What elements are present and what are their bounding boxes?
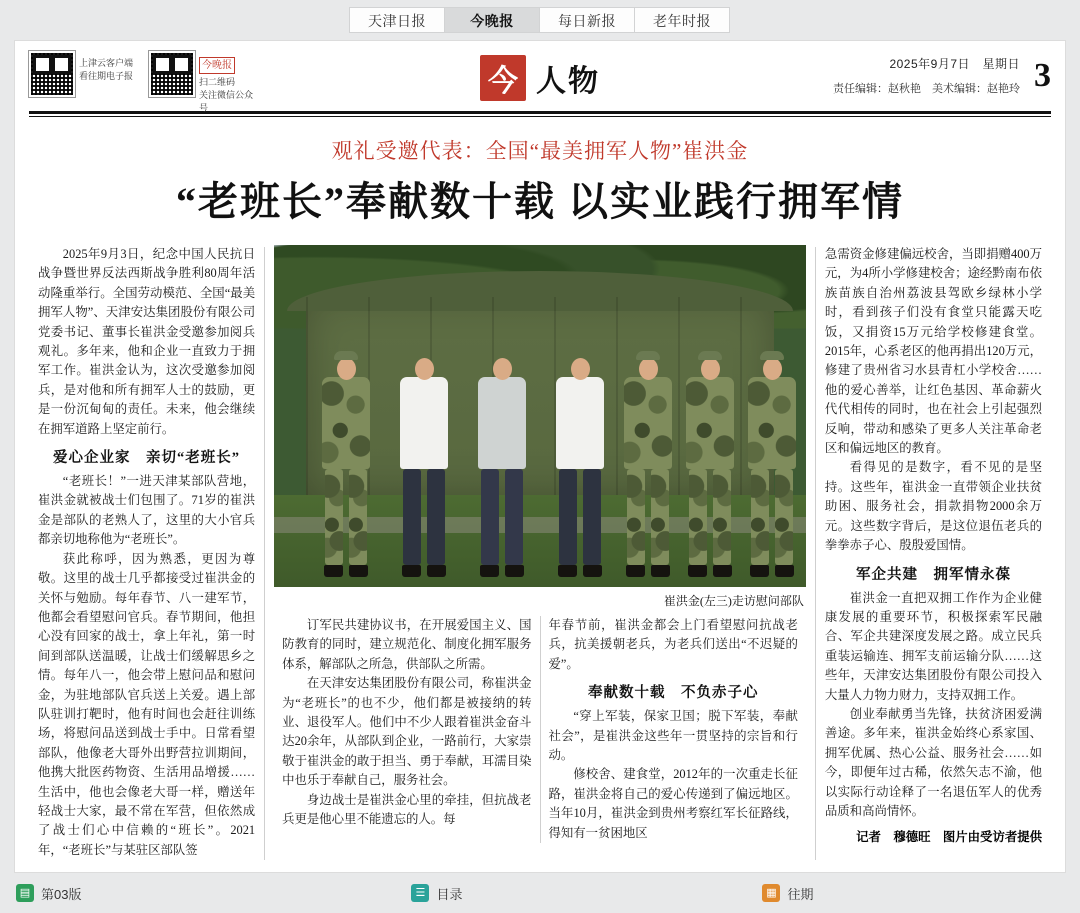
paragraph: 修校舍、建食堂，2012年的一次重走长征路，崔洪金将自己的爱心传递到了偏远地区。当年10月，崔洪金到贵州考察红军长征路线，得知有一贫困地区 xyxy=(548,767,798,840)
qr-code-group xyxy=(29,51,253,115)
paragraph: 创业奉献勇当先锋，扶贫济困爱满善途。多年来，崔洪金始终心系家国、拥军优属、热心公益、服务社会……如今，即便年过古稀，依然矢志不渝，他以实际行动诠释了一名退伍军人的优秀品质和高尚情怀。 xyxy=(824,706,1043,818)
qr-wechat-caption xyxy=(199,51,253,115)
article-column-2a xyxy=(274,616,539,843)
photo-person-5 xyxy=(616,358,680,577)
qr-app-caption-line1: 上津云客户端 xyxy=(79,58,134,68)
calendar-icon: ▦ xyxy=(762,884,780,902)
qr-wechat-logo: 今晚报 xyxy=(199,57,235,74)
headline-block xyxy=(15,117,1065,231)
masthead-right xyxy=(833,49,1051,96)
page-icon: ▤ xyxy=(16,884,34,902)
photo-people-group xyxy=(274,327,806,577)
photo-person-6 xyxy=(678,358,742,577)
publication-date: 2025年9月7日 星期日 xyxy=(889,57,1020,71)
paragraph: 崔洪金一直把双拥工作作为企业健康发展的重要环节，积极探索军民融合、军企共建深度发展之路。成立民兵重装运输连、拥军支前运输分队……这些年，天津安达集团股份有限公司投入大量人力物力财力，支持双拥工作。 xyxy=(824,590,1043,702)
paragraph: 订军民共建协议书，在开展爱国主义、国防教育的同时，建立规范化、制度化拥军服务体系，解部队之所急，供部队之所需。 xyxy=(282,618,532,671)
photo-person-3 xyxy=(470,358,534,577)
qr-app-block[interactable] xyxy=(29,51,133,115)
paragraph: “穿上军装，保家卫国；脱下军装，奉献社会”，是崔洪金这些年一贯坚持的宗旨和行动。 xyxy=(548,709,798,763)
middle-column-split xyxy=(274,616,806,843)
article-body xyxy=(15,231,1065,860)
photo-person-7 xyxy=(740,358,804,577)
tab-jinwanbao[interactable]: 今晚报 xyxy=(444,7,540,33)
photo-person-1 xyxy=(314,358,378,577)
paragraph: 身边战士是崔洪金心里的牵挂，但抗战老兵更是他心里不能遗忘的人。每 xyxy=(282,792,532,827)
photo-person-2 xyxy=(392,358,456,577)
list-icon: ☰ xyxy=(411,884,429,902)
qr-app-caption xyxy=(79,51,133,83)
paragraph: 获此称呼，因为熟悉，更因为尊敬。这里的战士几乎都接受过崔洪金的关怀与勉励。每年春节、八一建军节，他都会看望慰问官兵。春节期间，他担心没有回家的战士，拿上年礼，第一时间到部队送温暖，让战士们缓解思乡之情。每年八一，他会带上慰问品和慰问金，为驻地部队官兵送上关爱。遇上部队驻训打靶时，他有时间也会赶往训练场，将慰问品送到战士手中。日常看望部队，他像老大哥外出野营拉训期间，他携大批医药物资、生活用品增援……生活中，他也会像老大哥一样，赠送年轻战士大家，最不常在军营，但依然成了战士们心中信赖的“班长”。2021年，“老班长”与某驻区部队签 xyxy=(38,551,256,857)
tab-tianjin-daily[interactable]: 天津日报 xyxy=(349,7,445,33)
tab-laonian-shibao[interactable]: 老年时报 xyxy=(634,7,730,33)
archive-button[interactable] xyxy=(762,884,813,903)
qr-app-caption-line2: 看往期电子报 xyxy=(79,71,134,81)
archive-label: 往期 xyxy=(787,886,814,902)
qr-wechat-caption-line1: 扫二维码 xyxy=(199,77,236,87)
editors-line: 责任编辑：赵秋艳 美术编辑：赵艳玲 xyxy=(833,83,1020,95)
page-number: 3 xyxy=(1034,56,1051,94)
article-headline: “老班长”奉献数十载 以实业践行拥军情 xyxy=(176,179,904,224)
paragraph: 在天津安达集团股份有限公司，称崔洪金为“老班长”的也不少，他们都是被接纳的转业、退役军人。他们中不少人跟着崔洪金奋斗达20余年，从部队到企业，一路前行，大家崇敬于崔洪金的敢于担当、勇于奉献，耳濡目染中也乐于奉献自己，服务社会。 xyxy=(282,676,532,788)
qr-wechat-block[interactable] xyxy=(149,51,253,115)
section-title: 人物 xyxy=(536,65,600,98)
subheading-3: 军企共建 拥军情永葆 xyxy=(855,566,1011,583)
contents-label: 目录 xyxy=(436,886,463,902)
newspaper-page xyxy=(14,40,1066,873)
bottom-toolbar xyxy=(0,873,1080,913)
article-column-2 xyxy=(265,245,815,860)
article-column-1 xyxy=(29,245,264,860)
qr-code-wechat-icon[interactable] xyxy=(149,51,195,97)
photo-person-4 xyxy=(548,358,612,577)
jin-seal-icon: 今 xyxy=(480,55,526,101)
article-kicker: 观礼受邀代表：全国“最美拥军人物”崔洪金 xyxy=(331,139,749,163)
masthead xyxy=(15,41,1065,113)
paragraph: 看得见的是数字，看不见的是坚持。这些年，崔洪金一直带领企业扶贫助困、服务社会，捐款捐物2000余万元。这些数字背后，是这位退伍老兵的拳拳赤子心、殷殷爱国情。 xyxy=(824,460,1043,553)
paragraph: 年春节前，崔洪金都会上门看望慰问抗战老兵，抗美援朝老兵，为老兵们送出“不迟疑的爱”。 xyxy=(548,618,798,671)
publication-tabbar xyxy=(0,0,1080,40)
paragraph: 2025年9月3日，纪念中国人民抗日战争暨世界反法西斯战争胜利80周年活动隆重举行。全国劳动模范、全国“最美拥军人物”、天津安达集团股份有限公司党委书记、董事长崔洪金受邀参加阅兵观礼。多年来，他和企业一直致力于拥军工作。崔洪金认为，这次受邀参加阅兵，是对他和所有拥军人士的鼓励，更是一份沉甸甸的责任。未来，他会继续在拥军道路上坚定前行。 xyxy=(38,247,256,436)
paragraph: “老班长！”一进天津某部队营地，崔洪金就被战士们包围了。71岁的崔洪金是部队的老熟人了，这里的大小官兵都亲切地称他为“老班长”。 xyxy=(38,474,256,547)
current-page-button[interactable] xyxy=(16,884,81,903)
article-byline: 记者 穆德旺 图片由受访者提供 xyxy=(856,830,1043,845)
article-photo xyxy=(274,245,806,587)
subheading-1: 爱心企业家 亲切“老班长” xyxy=(53,450,241,467)
qr-code-app-icon[interactable] xyxy=(29,51,75,97)
tab-meiri-xinbao[interactable]: 每日新报 xyxy=(539,7,635,33)
contents-button[interactable] xyxy=(411,884,462,903)
article-column-3 xyxy=(816,245,1051,860)
paragraph: 急需资金修建偏远校舍，当即捐赠400万元，为4所小学修建校舍；途经黔南布依族苗族自治州荔波县驾欧乡绿林小学时，看到孩子们没有食堂只能露天吃饭，又捐资15万元给学校修建食堂。2015年，心系老区的他再捐出120万元，修建了贵州省习水县青杠小学校舍……他的爱心善举，让红色基因、革命薪火代代相传的同时，也在社会上引起强烈反响，带动和感染了更多人关注革命老区和偏远地区的教育。 xyxy=(824,247,1043,456)
subheading-2: 奉献数十载 不负赤子心 xyxy=(587,685,759,702)
current-page-label: 第03版 xyxy=(41,886,82,902)
qr-wechat-caption-line2: 关注微信公众号 xyxy=(199,90,254,113)
article-column-2b xyxy=(541,616,806,843)
photo-caption: 崔洪金(左三)走访慰问部队 xyxy=(663,594,804,608)
masthead-meta xyxy=(833,55,1020,96)
